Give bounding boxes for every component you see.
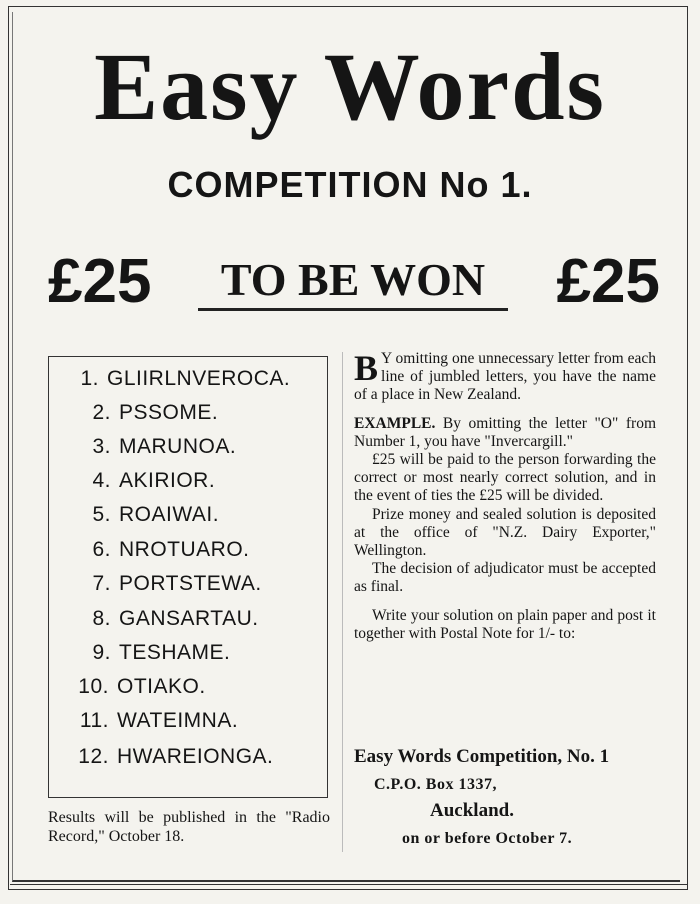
- results-note: Results will be published in the "Radio Record," October 18.: [48, 809, 330, 845]
- word-number: 5.: [92, 503, 111, 526]
- example-text: By omitting the letter "O" from Number 1, you have "Invercargill.": [354, 414, 656, 450]
- word-item: [49, 607, 319, 631]
- word-number: 9.: [92, 641, 111, 664]
- address-box: C.P.O. Box 1337,: [374, 776, 497, 793]
- word-item: [49, 572, 319, 596]
- drop-cap: B: [354, 348, 379, 388]
- prize-paragraph: £25 will be paid to the person forwarding the correct or most nearly correct solution, and in the event of ties the £25 will be divided.: [354, 451, 656, 505]
- word-number: 11.: [79, 709, 109, 732]
- decision-paragraph: The decision of adjudicator must be accepted as final.: [354, 560, 656, 596]
- jumbled-words-box: [48, 356, 328, 798]
- word-item: [49, 435, 319, 459]
- deadline: on or before October 7.: [402, 830, 573, 847]
- example-paragraph: [354, 415, 656, 451]
- address-title: Easy Words Competition, No. 1: [354, 746, 610, 767]
- word-item: [49, 538, 319, 562]
- headline: Easy Words: [94, 33, 606, 140]
- word-item: [49, 745, 319, 769]
- word-number: 6.: [92, 538, 111, 561]
- word-number: 4.: [92, 469, 111, 492]
- word-item: [49, 401, 319, 425]
- deposit-paragraph: Prize money and sealed solution is deposited at the office of "N.Z. Dairy Exporter," Wellington.: [354, 505, 656, 560]
- prize-banner: [48, 242, 660, 322]
- jumbled-word: GLIIRLNVEROCA.: [107, 367, 291, 390]
- word-item: [49, 641, 319, 665]
- prize-text: TO BE WON: [198, 252, 508, 311]
- prize-amount-right: £25: [556, 247, 660, 316]
- jumbled-word: PSSOME.: [119, 401, 219, 424]
- jumbled-word: OTIAKO.: [117, 675, 206, 698]
- jumbled-word: PORTSTEWA.: [119, 572, 262, 595]
- column-divider: [342, 352, 343, 852]
- jumbled-word: NROTUARO.: [119, 538, 250, 561]
- word-number: 8.: [92, 607, 111, 630]
- word-number: 1.: [80, 367, 99, 390]
- prize-amount-left: £25: [48, 247, 152, 316]
- competition-subheading: COMPETITION No 1.: [167, 164, 533, 205]
- jumbled-word: WATEIMNA.: [117, 709, 239, 732]
- jumbled-word: HWAREIONGA.: [117, 745, 274, 768]
- word-number: 3.: [92, 435, 111, 458]
- word-number: 12.: [78, 745, 109, 768]
- word-number: 10.: [78, 675, 109, 698]
- rules-column: [354, 350, 656, 643]
- jumbled-word: GANSARTAU.: [119, 607, 259, 630]
- word-number: 7.: [92, 572, 111, 595]
- example-label: EXAMPLE.: [354, 414, 436, 432]
- word-item: [49, 367, 319, 391]
- word-item: [49, 503, 319, 527]
- jumbled-word: AKIRIOR.: [119, 469, 216, 492]
- intro-text: Y omitting one unnecessary letter from each line of jumbled letters, you have the name of a place in New Zealand.: [354, 350, 656, 404]
- address-city: Auckland.: [430, 800, 514, 821]
- jumbled-word: MARUNOA.: [119, 435, 237, 458]
- jumbled-word: TESHAME.: [119, 641, 231, 664]
- word-item: [49, 469, 319, 493]
- write-paragraph: Write your solution on plain paper and post it together with Postal Note for 1/- to:: [354, 606, 656, 642]
- intro-paragraph: [354, 350, 656, 405]
- word-item: [49, 709, 319, 733]
- word-number: 2.: [92, 401, 111, 424]
- bottom-rule: [10, 884, 688, 885]
- jumbled-word: ROAIWAI.: [119, 503, 220, 526]
- word-item: [49, 675, 319, 699]
